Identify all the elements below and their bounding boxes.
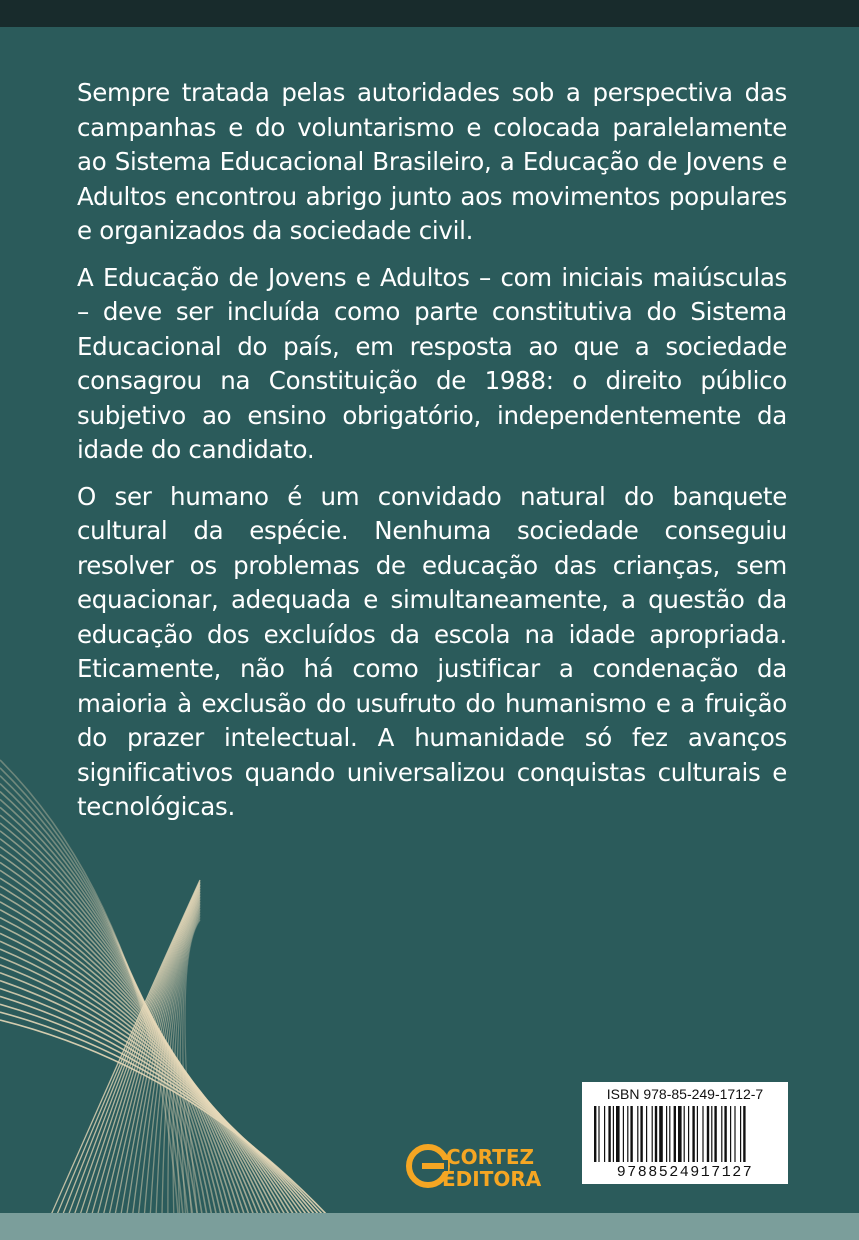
barcode-number: 9788524917127 — [616, 1164, 754, 1181]
barcode-bar — [702, 1106, 703, 1162]
barcode-bar — [697, 1106, 698, 1162]
barcode-bar — [659, 1106, 663, 1162]
barcode-bar — [688, 1106, 689, 1162]
bottom-band — [0, 1213, 859, 1240]
paragraph-1: Sempre tratada pelas autoridades sob a perspectiva das campanhas e do voluntarismo e colocada paralelamente ao Sistema Educacional Brasileiro, a Educação de Jovens e Adultos encontrou abrigo junto aos movimentos populares e organizados da sociedade civil. — [77, 78, 787, 245]
barcode-bar — [714, 1106, 716, 1162]
barcode-bar — [666, 1106, 667, 1162]
barcode-bar — [627, 1106, 628, 1162]
barcode-bar — [616, 1106, 620, 1162]
barcode-bar — [678, 1106, 682, 1162]
barcode-bar — [655, 1106, 657, 1162]
barcode-bars — [592, 1106, 778, 1164]
barcode-bar — [692, 1106, 694, 1162]
barcode-bar — [630, 1106, 632, 1162]
barcode-bar — [724, 1106, 726, 1162]
barcode-bar — [598, 1106, 599, 1162]
barcode-bar — [743, 1106, 745, 1162]
barcode-bar — [604, 1106, 605, 1162]
logo-line1: CORTEZ — [446, 1145, 534, 1169]
logo-bar — [422, 1163, 444, 1169]
barcode-bar — [637, 1106, 638, 1162]
back-cover-text — [77, 76, 787, 837]
logo-line2: EDITORA — [442, 1167, 542, 1190]
barcode-bar — [652, 1106, 653, 1162]
top-band — [0, 0, 859, 27]
barcode-bar — [740, 1106, 741, 1162]
barcode-bar — [623, 1106, 624, 1162]
barcode-box — [582, 1082, 788, 1184]
barcode-bar — [646, 1106, 647, 1162]
barcode-bar — [594, 1106, 596, 1162]
barcode-bar — [684, 1106, 685, 1162]
isbn-label: ISBN 978-85-249-1712-7 — [606, 1086, 764, 1102]
cortez-editora-logo — [406, 1142, 551, 1190]
barcode-bar — [711, 1106, 712, 1162]
barcode-bar — [734, 1106, 735, 1162]
barcode-bar — [613, 1106, 614, 1162]
paragraph-2: A Educação de Jovens e Adultos – com iniciais maiúsculas – deve ser incluída como parte constitutiva do Sistema Educacional do país, em resposta ao que a sociedade consagrou na Constituição de 1988: o direito público subjetivo ao ensino obrigatório, independentemente da idade do candidato. — [77, 262, 787, 464]
barcode-bar — [608, 1106, 610, 1162]
barcode-bar — [674, 1106, 676, 1162]
paragraph-3: O ser humano é um convidado natural do banquete cultural da espécie. Nenhuma sociedade conseguiu resolver os problemas de educação das crianças, sem equacionar, adequada e simultaneamente, a questão da educação dos excluídos da escola na idade apropriada. Eticamente, não há como justificar a condenação da maioria à exclusão do usufruto do humanismo e a fruição do prazer intelectual. A humanidade só fez avanços significativos quando universalizou conquistas culturais e tecnológicas. — [77, 481, 787, 821]
barcode-bar — [640, 1106, 642, 1162]
barcode-bar — [707, 1106, 709, 1162]
barcode-bar — [730, 1106, 731, 1162]
barcode-bar — [669, 1106, 670, 1162]
barcode-bar — [721, 1106, 722, 1162]
decor-line — [0, 784, 195, 1240]
